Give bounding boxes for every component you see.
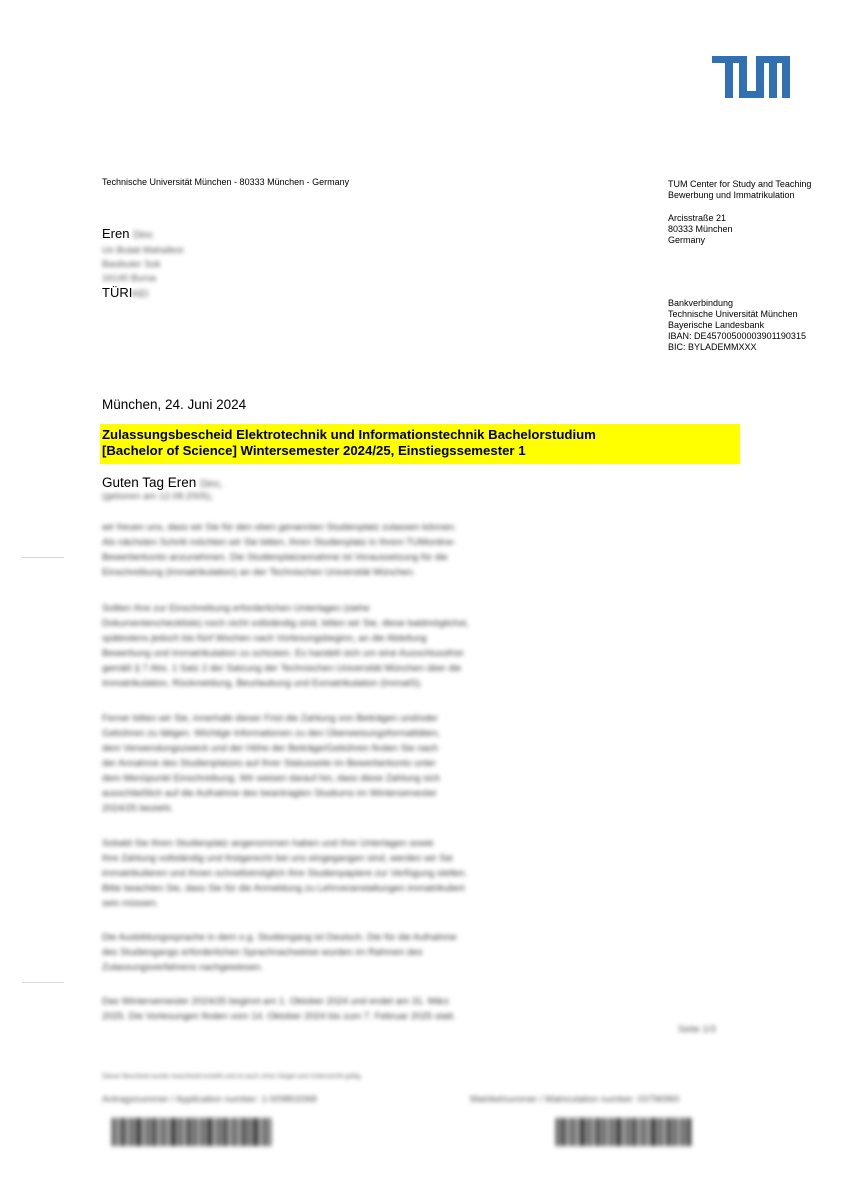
recipient-country-redacted: KEI bbox=[132, 289, 149, 300]
application-barcode bbox=[112, 1118, 273, 1146]
sender-line: Technische Universität München - 80333 München - Germany bbox=[102, 177, 350, 187]
bank-block bbox=[668, 298, 838, 353]
footer-note: Dieser Bescheid wurde maschinell erstellt und ist auch ohne Siegel und Unterschrift gültig. bbox=[102, 1073, 363, 1080]
bank-bic: BIC: BYLADEMMXXX bbox=[668, 342, 757, 352]
recipient-country bbox=[102, 286, 302, 302]
recipient-street: Un Bulati Mahallesi bbox=[102, 245, 184, 256]
paragraph-2: Sollten Ihre zur Einschreibung erforderlichen Unterlagen (siehe Dokumentencheckliste) noch nicht vollständig sind, bitten wir Sie, diese baldmöglichst, spätestens jedoch bis fünf Wochen nach Vorlesungsbeginn, an die Abteilung Bewerbung und Immatrikulation zu schicken. Es handelt sich um eine Ausschlussfrist gemäß § 7 Abs. 1 Satz 2 der Satzung der Technischen Universität München über die Immatrikulation, Rückmeldung, Beurlaubung und Exmatrikulation (ImmatS). bbox=[102, 603, 469, 689]
paragraph-1: wir freuen uns, dass wir Sie für den oben genannten Studienplatz zulassen können. Als nächsten Schritt möchten wir Sie bitten, Ihren Studienplatz in Ihrem TUMonline- Bewerberkonto anzunehmen. Die Studienplatzannahme ist Voraussetzung für die Einschreibung (Immatrikulation) an der Technischen Universität München. bbox=[102, 522, 457, 578]
office-country: Germany bbox=[668, 235, 706, 245]
recipient-surname-redacted: Dinc bbox=[133, 230, 154, 241]
office-block bbox=[668, 179, 838, 246]
greeting-text: Guten Tag Eren bbox=[102, 475, 197, 490]
bank-holder: Technische Universität München bbox=[668, 309, 798, 319]
recipient-country-visible: TÜRI bbox=[102, 285, 133, 300]
fold-mark-upper bbox=[22, 557, 64, 558]
recipient-name bbox=[102, 227, 302, 243]
recipient-district: Basibuler Sok bbox=[102, 259, 161, 270]
subject-line2: [Bachelor of Science] Wintersemester 2024/25, Einstiegssemester 1 bbox=[102, 443, 526, 458]
paragraph-5: Die Ausbildungssprache in dem o.g. Studiengang ist Deutsch. Die für die Aufnahme des Studiengangs erforderlichen Sprachnachweise wurden im Rahmen des Zulassungsverfahrens nachgewiesen. bbox=[102, 932, 457, 973]
paragraph-6: Das Wintersemester 2024/25 beginnt am 1. Oktober 2024 und endet am 31. März 2025. Die Vorlesungen finden vom 14. Oktober 2024 bis zum 7. Februar 2025 statt. bbox=[102, 996, 456, 1022]
office-street: Arcisstraße 21 bbox=[668, 213, 727, 223]
application-number: Antragsnummer / Application number: 1-009802068 bbox=[102, 1093, 317, 1104]
office-name-line1: TUM Center for Study and Teaching bbox=[668, 179, 812, 189]
bank-iban: IBAN: DE45700500003901190315 bbox=[668, 331, 806, 341]
date-line: München, 24. Juni 2024 bbox=[102, 397, 247, 412]
paragraph-3: Ferner bitten wir Sie, innerhalb dieser Frist die Zahlung von Beiträgen und/oder Gebühren zu tätigen. Wichtige Informationen zu den Überweisungsformalitäten, dem Verwendungszweck und der Höhe der Beiträge/Gebühren finden Sie nach der Annahme des Studienplatzes auf Ihrer Statusseite im Bewerberkonto unter dem Menüpunkt Einschreibung. Wir weisen darauf hin, dass diese Zahlung sich ausschließlich auf die Aufnahme des beantragten Studiums im Wintersemester 2024/25 bezieht. bbox=[102, 713, 441, 814]
subject-line1: Zulassungsbescheid Elektrotechnik und Informationstechnik Bachelorstudium bbox=[102, 427, 596, 442]
greeting-name-redacted: Dinc, bbox=[200, 479, 223, 490]
paragraph-4: Sobald Sie Ihren Studienplatz angenommen haben und Ihre Unterlagen sowie Ihre Zahlung vollständig und fristgerecht bei uns eingegangen sind, werden wir Sie immatrikulieren und Ihnen schnellstmöglich Ihre Studienpapiere zur Verfügung stellen. Bitte beachten Sie, dass Sie für die Anmeldung zu Lehrveranstaltungen immatrikuliert sein müssen. bbox=[102, 838, 468, 909]
recipient-first-name: Eren bbox=[102, 226, 130, 241]
fold-mark-lower bbox=[22, 982, 64, 983]
subject-highlight bbox=[100, 424, 740, 464]
matriculation-barcode bbox=[556, 1118, 693, 1146]
bank-name: Bayerische Landesbank bbox=[668, 320, 765, 330]
tum-logo bbox=[712, 56, 790, 98]
greeting bbox=[102, 475, 223, 490]
office-name-line2: Bewerbung und Immatrikulation bbox=[668, 190, 795, 200]
page-label: Seite 1/3 bbox=[678, 1024, 716, 1035]
office-city: 80333 München bbox=[668, 224, 733, 234]
birth-line: (geboren am 12.08.2005), bbox=[102, 491, 213, 502]
bank-heading: Bankverbindung bbox=[668, 298, 734, 308]
matriculation-number: Matrikelnummer / Matriculation number: 03796960 bbox=[470, 1093, 680, 1104]
recipient-city: 16140 Bursa bbox=[102, 273, 156, 284]
recipient-address bbox=[102, 227, 302, 302]
